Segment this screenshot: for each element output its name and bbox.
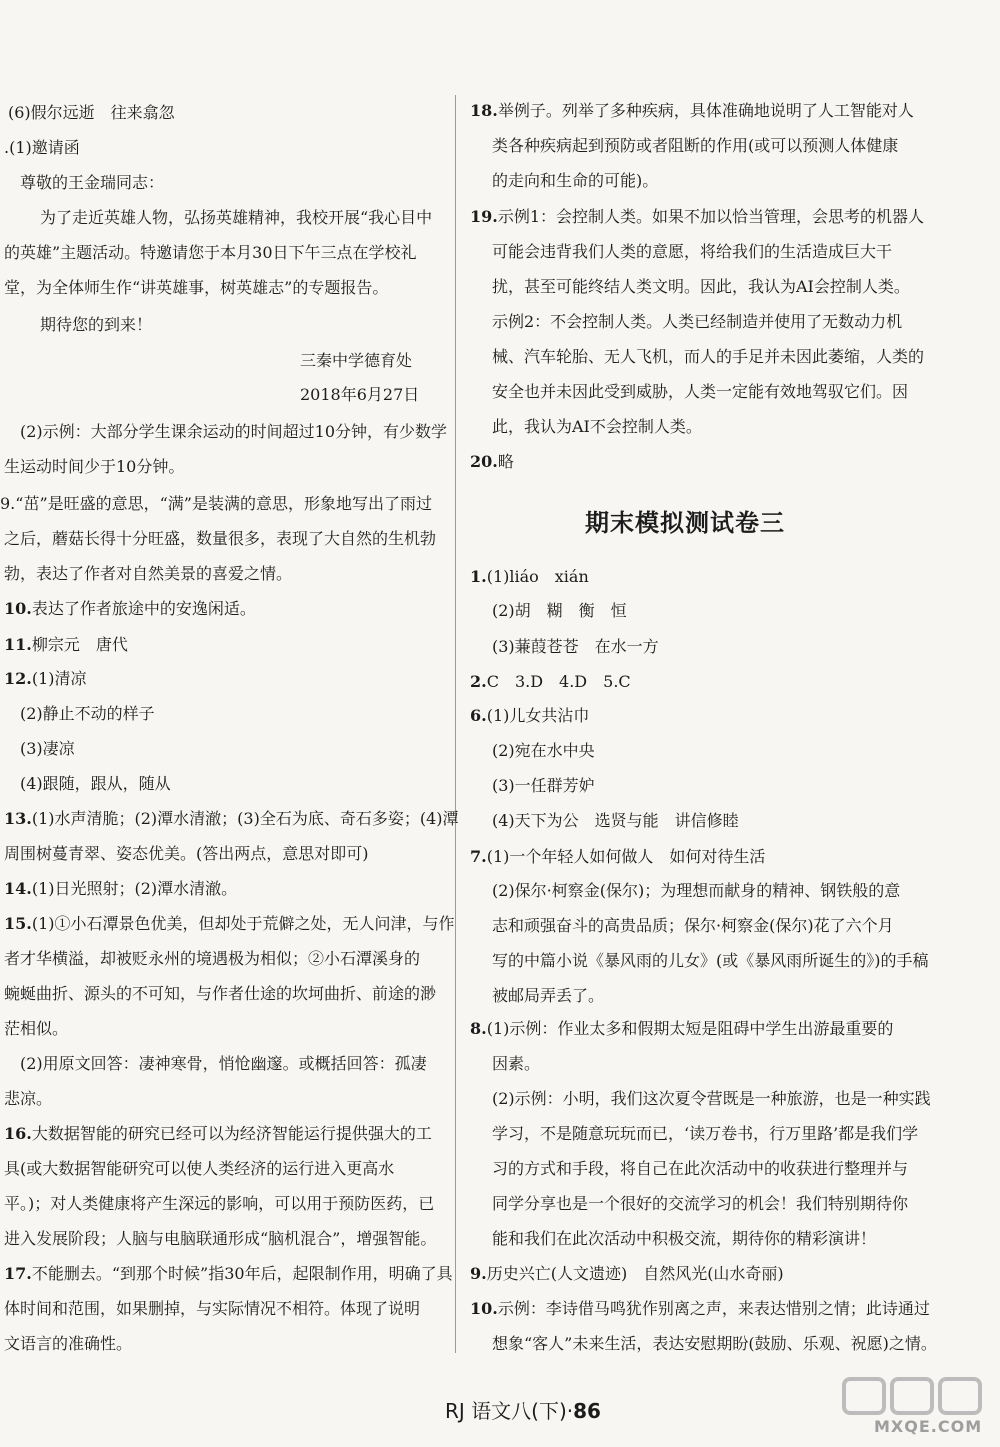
answer-line bbox=[492, 1123, 918, 1145]
answer-text: (3)蒹葭苍苍 在水一方 bbox=[492, 637, 659, 656]
page-footer bbox=[445, 1395, 601, 1424]
answer-text: 学习，不是随意玩玩而已，‘读万卷书，行万里路’都是我们学 bbox=[492, 1124, 919, 1143]
answer-text: 不能删去。“到那个时候”指30年后，起限制作用，明确了具 bbox=[31, 1264, 453, 1283]
answer-line bbox=[492, 1158, 908, 1180]
answer-line bbox=[492, 416, 702, 438]
answer-text: (1)liáo xián bbox=[486, 567, 589, 586]
answer-text: (1)①小石潭景色优美，但却处于荒僻之处，无人问津，与作 bbox=[31, 914, 455, 933]
answer-line bbox=[20, 421, 447, 443]
answer-text: 因素。 bbox=[492, 1054, 541, 1073]
answer-text: (2)保尔·柯察金(保尔)；为理想而献身的精神、钢铁般的意 bbox=[492, 881, 901, 900]
answer-line bbox=[492, 880, 900, 902]
answer-text: (6)假尔远逝 往来翕忽 bbox=[8, 103, 175, 122]
answer-line bbox=[470, 1298, 930, 1320]
answer-line bbox=[492, 985, 604, 1007]
answer-text: 示例1：会控制人类。如果不加以恰当管理，会思考的机器人 bbox=[497, 207, 925, 226]
answer-text: 表达了作者旅途中的安逸闲适。 bbox=[31, 599, 256, 618]
answer-line bbox=[4, 1018, 68, 1040]
question-number: 16. bbox=[4, 1124, 32, 1143]
answer-text: 被邮局弄丢了。 bbox=[492, 986, 605, 1005]
answer-line bbox=[300, 350, 412, 372]
answer-line bbox=[492, 1193, 908, 1215]
answer-text: (2)示例：小明，我们这次夏令营既是一种旅游，也是一种实践 bbox=[492, 1089, 931, 1108]
answer-text: 悲凉。 bbox=[4, 1089, 53, 1108]
answer-line bbox=[470, 566, 589, 588]
question-number: 15. bbox=[4, 914, 32, 933]
answer-line bbox=[492, 915, 894, 937]
answer-line bbox=[492, 241, 892, 263]
answer-text: (1)儿女共沾巾 bbox=[486, 706, 590, 725]
question-number: 18. bbox=[470, 101, 498, 120]
answer-line bbox=[470, 846, 765, 868]
answer-line bbox=[0, 493, 432, 515]
answer-line bbox=[4, 1333, 132, 1355]
question-number: 11. bbox=[4, 635, 32, 654]
answer-line bbox=[492, 311, 902, 333]
answer-text: (2)用原文回答：凄神寒骨，悄怆幽邃。或概括回答：孤凄 bbox=[20, 1054, 427, 1073]
page-number: 86 bbox=[573, 1399, 601, 1423]
section-title: 期末模拟测试卷三 bbox=[585, 509, 785, 537]
question-number: 8. bbox=[470, 1019, 487, 1038]
answer-text: 茫相似。 bbox=[4, 1019, 69, 1038]
answer-text: 同学分享也是一个很好的交流学习的机会！我们特别期待你 bbox=[492, 1194, 909, 1213]
answer-text: 具(或大数据智能研究可以使人类经济的运行进入更高水 bbox=[4, 1159, 395, 1178]
question-number: 20. bbox=[470, 452, 498, 471]
answer-line bbox=[470, 206, 924, 228]
answer-text: 周围树蔓青翠、姿态优美。(答出两点，意思对即可) bbox=[4, 844, 369, 863]
answer-line bbox=[492, 381, 908, 403]
answer-text: 尊敬的王金瑞同志： bbox=[20, 173, 165, 192]
answer-line bbox=[492, 1088, 931, 1110]
answer-text: 之后，蘑菇长得十分旺盛，数量很多，表现了大自然的生机勃 bbox=[4, 529, 437, 548]
answer-text: 历史兴亡(人文遗迹) 自然风光(山水奇丽) bbox=[486, 1264, 784, 1283]
answer-line bbox=[4, 137, 80, 159]
answer-line bbox=[300, 384, 419, 406]
answer-line bbox=[492, 1333, 937, 1355]
answer-line bbox=[492, 740, 595, 762]
answer-text: (3)凄凉 bbox=[20, 739, 75, 758]
answer-line bbox=[470, 100, 914, 122]
answer-text: (4)天下为公 选贤与能 讲信修睦 bbox=[492, 811, 739, 830]
answer-text: 期待您的到来！ bbox=[40, 315, 153, 334]
answer-line bbox=[4, 668, 87, 690]
answer-text: 安全也并未因此受到威胁，人类一定能有效地驾驭它们。因 bbox=[492, 382, 909, 401]
answer-text: (2)宛在水中央 bbox=[492, 741, 595, 760]
answer-text: 2018年6月27日 bbox=[300, 385, 420, 404]
question-number: 10. bbox=[470, 1299, 498, 1318]
answer-text: 举例子。列举了多种疾病，具体准确地说明了人工智能对人 bbox=[497, 101, 914, 120]
answer-line bbox=[8, 102, 175, 124]
question-number: 2. bbox=[470, 672, 487, 691]
answer-line bbox=[470, 1263, 784, 1285]
answer-line bbox=[4, 528, 436, 550]
answer-line bbox=[20, 738, 75, 760]
answer-line bbox=[4, 878, 237, 900]
answer-text: 类各种疾病起到预防或者阻断的作用(或可以预测人体健康 bbox=[492, 136, 899, 155]
answer-line bbox=[470, 671, 631, 693]
answer-text: 柳宗元 唐代 bbox=[31, 635, 128, 654]
answer-line bbox=[4, 634, 128, 656]
answer-text: (2)静止不动的样子 bbox=[20, 704, 155, 723]
answer-text: (2)胡 糊 衡 恒 bbox=[492, 601, 627, 620]
answer-line bbox=[470, 705, 589, 727]
answer-text: 堂，为全体师生作“讲英雄事，树英雄志”的专题报告。 bbox=[4, 278, 389, 297]
answer-text: 的走向和生命的可能)。 bbox=[492, 171, 659, 190]
answer-text: (1)清凉 bbox=[31, 669, 87, 688]
answer-text: C 3.D 4.D 5.C bbox=[486, 672, 631, 691]
answer-line bbox=[20, 1053, 427, 1075]
answer-line bbox=[470, 451, 514, 473]
answer-line bbox=[40, 207, 432, 229]
answer-line bbox=[4, 456, 184, 478]
answer-line bbox=[492, 810, 739, 832]
answer-line bbox=[492, 775, 595, 797]
question-number: 6. bbox=[470, 706, 487, 725]
answer-line bbox=[492, 950, 929, 972]
answer-line bbox=[4, 1228, 436, 1250]
answer-text: 能和我们在此次活动中积极交流，期待你的精彩演讲！ bbox=[492, 1229, 877, 1248]
footer-label: RJ 语文八(下)· bbox=[445, 1399, 574, 1423]
answer-text: 大数据智能的研究已经可以为经济智能运行提供强大的工 bbox=[31, 1124, 432, 1143]
answer-line bbox=[492, 1228, 876, 1250]
question-number: 1. bbox=[470, 567, 487, 586]
answer-line bbox=[40, 314, 152, 336]
answer-line bbox=[4, 1263, 453, 1285]
answer-line bbox=[492, 600, 627, 622]
answer-text: 写的中篇小说《暴风雨的儿女》(或《暴风雨所诞生的》)的手稿 bbox=[492, 951, 929, 970]
answer-line bbox=[492, 636, 659, 658]
answer-text: 勃，表达了作者对自然美景的喜爱之情。 bbox=[4, 564, 293, 583]
answer-line bbox=[4, 1088, 52, 1110]
answer-text: (1)水声清脆；(2)潭水清澈；(3)全石为底、奇石多姿；(4)潭 bbox=[31, 809, 459, 828]
answer-line bbox=[20, 773, 171, 795]
column-divider bbox=[455, 95, 456, 1353]
answer-line bbox=[492, 170, 658, 192]
answer-text: 此，我认为AI不会控制人类。 bbox=[492, 417, 702, 436]
answer-text: 者才华横溢，却被贬永州的境遇极为相似；②小石潭溪身的 bbox=[4, 949, 421, 968]
answer-line bbox=[492, 346, 924, 368]
answer-text: 想象“客人”未来生活，表达安慰期盼(鼓励、乐观、祝愿)之情。 bbox=[492, 1334, 937, 1353]
answer-text: (1)示例：作业太多和假期太短是阻碍中学生出游最重要的 bbox=[486, 1019, 894, 1038]
answer-line bbox=[4, 983, 436, 1005]
question-number: 14. bbox=[4, 879, 32, 898]
answer-line bbox=[4, 1123, 432, 1145]
answer-text: 的英雄”主题活动。特邀请您于本月30日下午三点在学校礼 bbox=[4, 243, 417, 262]
answer-text: 志和顽强奋斗的高贵品质；保尔·柯察金(保尔)花了六个月 bbox=[492, 916, 894, 935]
question-number: 7. bbox=[470, 847, 487, 866]
answer-line bbox=[4, 563, 292, 585]
answer-line bbox=[20, 703, 155, 725]
answer-text: 三秦中学德育处 bbox=[300, 351, 413, 370]
answer-text: (2)示例：大部分学生课余运动的时间超过10分钟，有少数学 bbox=[20, 422, 448, 441]
answer-line bbox=[4, 1298, 420, 1320]
answer-line bbox=[4, 948, 420, 970]
answer-line bbox=[492, 135, 898, 157]
answer-line bbox=[4, 1158, 394, 1180]
answer-line bbox=[4, 598, 256, 620]
answer-line bbox=[492, 1053, 540, 1075]
answer-text: 文语言的准确性。 bbox=[4, 1334, 133, 1353]
answer-text: (1)一个年轻人如何做人 如何对待生活 bbox=[486, 847, 766, 866]
answer-line bbox=[492, 276, 910, 298]
answer-text: (1)日光照射；(2)潭水清澈。 bbox=[31, 879, 238, 898]
answer-text: 可能会违背我们人类的意愿，将给我们的生活造成巨大干 bbox=[492, 242, 893, 261]
question-number: 19. bbox=[470, 207, 498, 226]
answer-text: 蜿蜒曲折、源头的不可知，与作者仕途的坎坷曲折、前途的渺 bbox=[4, 984, 437, 1003]
answer-text: 示例：李诗借马鸣犹作别离之声，来表达惜别之情；此诗通过 bbox=[497, 1299, 930, 1318]
watermark-text: MXQE.COM bbox=[874, 1417, 983, 1436]
answer-text: .(1)邀请函 bbox=[4, 138, 80, 157]
question-number: 17. bbox=[4, 1264, 32, 1283]
answer-text: 进入发展阶段；人脑与电脑联通形成“脑机混合”，增强智能。 bbox=[4, 1229, 437, 1248]
answer-line bbox=[4, 843, 369, 865]
question-number: 13. bbox=[4, 809, 32, 828]
answer-text: 体时间和范围，如果删掉，与实际情况不相符。体现了说明 bbox=[4, 1299, 421, 1318]
question-number: 9. bbox=[470, 1264, 487, 1283]
answer-line bbox=[4, 913, 455, 935]
answer-line bbox=[20, 172, 164, 194]
answer-text: 扰，甚至可能终结人类文明。因此，我认为AI会控制人类。 bbox=[492, 277, 910, 296]
watermark-logo bbox=[834, 1373, 994, 1443]
answer-line bbox=[4, 1193, 434, 1215]
answer-text: (3)一任群芳妒 bbox=[492, 776, 595, 795]
question-number: 10. bbox=[4, 599, 32, 618]
answer-line bbox=[4, 242, 417, 264]
question-number: 12. bbox=[4, 669, 32, 688]
answer-line bbox=[470, 1018, 893, 1040]
answer-line bbox=[4, 808, 459, 830]
answer-line bbox=[4, 277, 388, 299]
answer-text: 示例2：不会控制人类。人类已经制造并使用了无数动力机 bbox=[492, 312, 903, 331]
answer-text: (4)跟随，跟从，随从 bbox=[20, 774, 171, 793]
answer-text: 生运动时间少于10分钟。 bbox=[4, 457, 185, 476]
answer-text: 略 bbox=[497, 452, 514, 471]
answer-text: 习的方式和手段，将自己在此次活动中的收获进行整理并与 bbox=[492, 1159, 909, 1178]
answer-text: 为了走近英雄人物，弘扬英雄精神，我校开展“我心目中 bbox=[40, 208, 433, 227]
answer-text: 平。)；对人类健康将产生深远的影响，可以用于预防医药，已 bbox=[4, 1194, 435, 1213]
answer-text: 9.“茁”是旺盛的意思，“满”是装满的意思，形象地写出了雨过 bbox=[0, 494, 432, 513]
answer-text: 械、汽车轮胎、无人飞机，而人的手足并未因此萎缩，人类的 bbox=[492, 347, 925, 366]
